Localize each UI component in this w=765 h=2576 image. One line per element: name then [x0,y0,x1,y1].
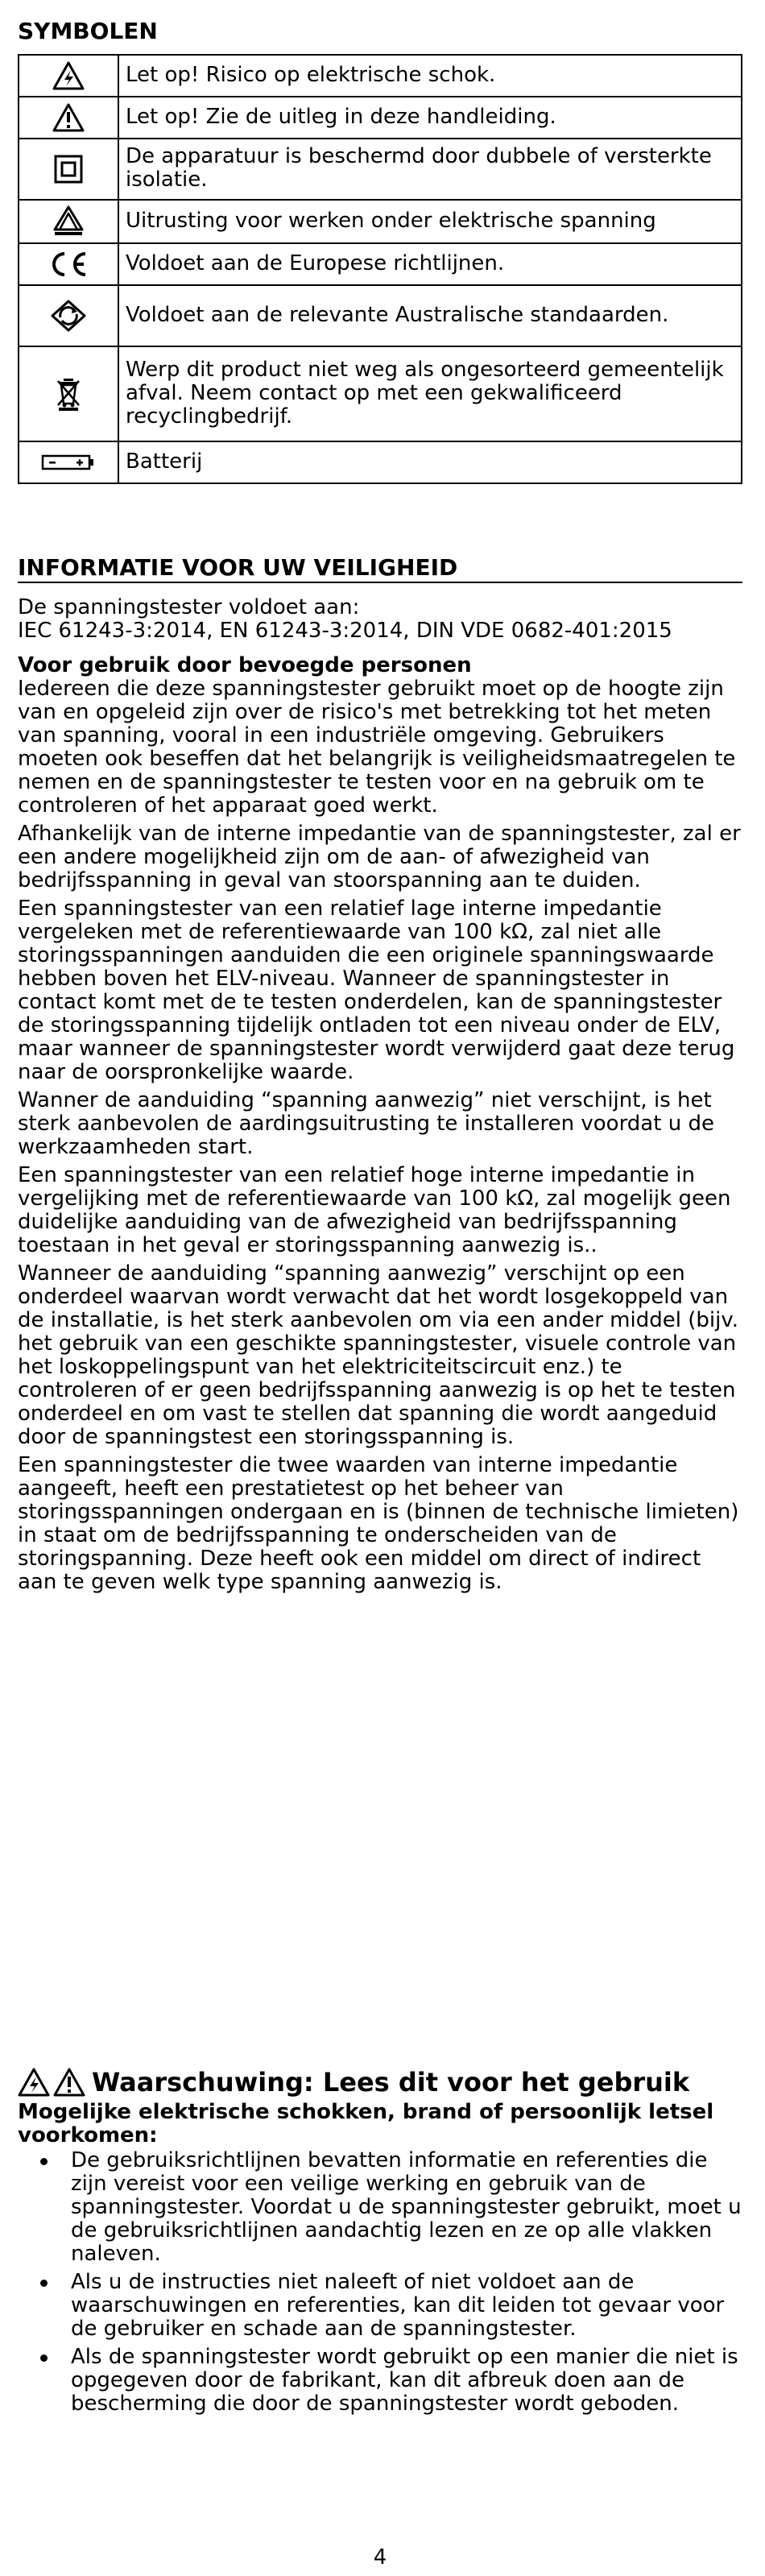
symbol-row [19,441,742,483]
symbol-description: Voldoet aan de Europese richtlijnen. [118,243,742,285]
symbols-heading: SYMBOLEN [18,18,158,44]
safety-info-heading: INFORMATIE VOOR UW VEILIGHEID [18,554,742,583]
paragraph: Iedereen die deze spanningstester gebruikt moet op de hoogte zijn van en opgeleid zijn over de risico's met betrekking tot het meten van spanning, vooral in een industriële omgeving. Gebruikers moeten ook beseffen dat het belangrijk is veiligheidsmaatregelen te nemen en de spanningstester te testen voor en na gebruik om te controleren of het apparaat goed werkt. [18,677,736,818]
symbol-row [19,55,742,97]
paragraph: Een spanningstester van een relatief lage interne impedantie vergeleken met de referentiewaarde van 100 kΩ, zal niet alle storingsspanningen aanduiden die een originele spanningswaarde hebben boven het ELV-niveau. Wanneer de spanningstester in contact komt met de te testen onderdelen, kan de spanningstester de storingsspanning tijdelijk ontladen tot een niveau onder de ELV, maar wanneer de spanningstester wordt verwijderd gaat deze terug naar de oorspronkelijke waarde. [18,897,735,1084]
symbol-row [19,139,742,200]
standards-intro: De spanningstester voldoet aan: [18,595,360,619]
live-work-icon [52,205,85,238]
paragraph: Een spanningstester van een relatief hoge interne impedantie in vergelijking met de referentiewaarde van 100 kΩ, zal mogelijk geen duidelijke aanduiding van de afwezigheid van bedrijfsspanning toestaan in het geval er storingsspanning aanwezig is.. [18,1163,731,1257]
warning-list [18,2149,742,2416]
battery-icon [41,453,96,471]
symbol-description: De apparatuur is beschermd door dubbele of versterkte isolatie. [118,139,742,200]
symbol-description: Batterij [118,441,742,483]
double-insulation-icon [54,155,83,184]
symbol-description: Voldoet aan de relevante Australische standaarden. [118,285,742,346]
paragraph: Een spanningstester die twee waarden van interne impedantie aangeeft, heeft een prestatietest op het beheer van storingsspanningen ondergaan en is (binnen de technische limieten) in staat om de bedrijfsspanning te onderscheiden van de storingspanning. Deze heeft ook een middel om direct of indirect aan te geven welk type spanning aanwezig is. [18,1453,739,1594]
authorized-persons-heading: Voor gebruik door bevoegde personen [18,653,472,677]
symbol-description: Werp dit product niet weg als ongesorteerd gemeentelijk afval. Neem contact op met een gekwalificeerd recyclingbedrijf. [118,346,742,441]
symbol-row [19,285,742,346]
symbol-row [19,346,742,441]
symbol-description: Uitrusting voor werken onder elektrische spanning [118,200,742,243]
symbol-description: Let op! Zie de uitleg in deze handleiding. [118,97,742,139]
paragraph: Wanner de aanduiding “spanning aanwezig” niet verschijnt, is het sterk aanbevolen de aardingsuitrusting te installeren voordat u de werkzaamheden start. [18,1088,714,1159]
warning-shock-icon [52,61,85,90]
warning-icon [52,103,85,132]
ce-mark-icon [47,251,90,278]
standards-list: IEC 61243-3:2014, EN 61243-3:2014, DIN VDE 0682-401:2015 [18,619,672,643]
warning-heading [18,2067,742,2098]
list-item: Als u de instructies niet naleeft of niet voldoet aan de waarschuwingen en referenties, kan dit leiden tot gevaar voor de gebruiker en schade aan de spanningstester. [71,2271,742,2341]
symbols-table [18,54,742,484]
safety-info-body [18,596,742,1599]
symbol-row [19,200,742,243]
symbol-row [19,243,742,285]
warning-shock-icon [18,2068,50,2097]
list-item: Als de spanningstester wordt gebruikt op een manier die niet is opgegeven door de fabrikant, kan dit afbreuk doen aan de bescherming die door de spanningstester wordt geboden. [71,2346,742,2416]
warning-title: Waarschuwing: Lees dit voor het gebruik [92,2067,690,2098]
list-item: De gebruiksrichtlijnen bevatten informatie en referenties die zijn vereist voor een veilige werking en gebruik van de spanningstester. Voordat u de spanningstester gebruikt, moet u de gebruiksrichtlijnen aandachtig lezen en ze op alle vlakken naleven. [71,2148,742,2266]
symbol-description: Let op! Risico op elektrische schok. [118,55,742,97]
symbol-row [19,97,742,139]
warning-body [18,2101,742,2421]
warning-subheading: Mogelijke elektrische schokken, brand of persoonlijk letsel voorkomen: [18,2100,714,2147]
paragraph: Afhankelijk van de interne impedantie van de spanningstester, zal er een andere mogelijkheid zijn om de aan- of afwezigheid van bedrijfsspanning in geval van stoorspanning aan te duiden. [18,822,741,892]
rcm-mark-icon [51,300,86,332]
paragraph: Wanneer de aanduiding “spanning aanwezig” verschijnt op een onderdeel waarvan wordt verwacht dat het wordt losgekoppeld van de installatie, is het sterk aanbevolen om via een ander middel (bijv. het gebruik van een geschikte spanningstester, visuele controle van het loskoppelingspunt van het elektriciteitscircuit enz.) te controleren of er geen bedrijfsspanning aanwezig is op het te testen onderdeel en om vast te stellen dat spanning die wordt aangeduid door de spanningstest een storingsspanning is. [18,1261,738,1449]
weee-bin-icon [55,376,82,412]
page-number: 4 [373,2545,387,2570]
warning-icon [53,2068,85,2097]
